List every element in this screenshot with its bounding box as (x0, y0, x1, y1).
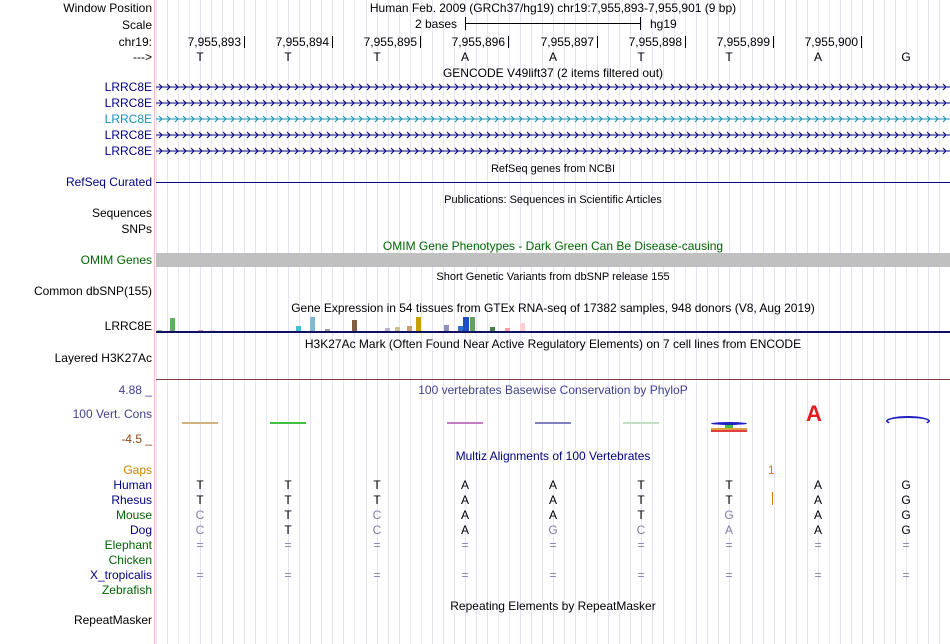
phylop-score-mark[interactable] (270, 422, 306, 424)
gridline (343, 0, 344, 644)
gridline (299, 0, 300, 644)
repeatmasker-track-label[interactable]: RepeatMasker (73, 613, 152, 627)
multiz-base: T (637, 493, 645, 507)
gencode-gene-model[interactable] (156, 130, 950, 140)
multiz-base: = (814, 538, 822, 552)
multiz-base: = (196, 568, 204, 582)
multiz-base: A (548, 508, 557, 522)
multiz-species-label[interactable]: Zebrafish (101, 583, 152, 597)
dna-base: T (373, 50, 381, 64)
gtex-tissue-bar[interactable] (470, 317, 475, 331)
multiz-gap-count: 1 (768, 463, 775, 477)
gridline (321, 0, 322, 644)
gridline (696, 0, 697, 644)
multiz-base: = (549, 568, 557, 582)
gridline (829, 0, 830, 644)
multiz-species-label[interactable]: Elephant (104, 538, 152, 552)
gridline (255, 0, 256, 644)
multiz-base: T (725, 478, 733, 492)
omim-track-title[interactable]: OMIM Gene Phenotypes - Dark Green Can Be Disease-causing (382, 239, 724, 253)
publications-sequences-label[interactable]: Sequences (91, 206, 152, 220)
multiz-base: = (814, 568, 822, 582)
gridline (399, 0, 400, 644)
multiz-base: = (373, 538, 381, 552)
gridline (619, 0, 620, 644)
scale-db: hg19 (650, 17, 677, 31)
dna-base: A (548, 50, 557, 64)
ruler-tick (861, 36, 862, 48)
gtex-tissue-bar[interactable] (310, 317, 315, 331)
dbsnp-track-title[interactable]: Short Genetic Variants from dbSNP release 155 (436, 271, 670, 283)
chromosome-label: chr19: (118, 35, 152, 49)
gencode-gene-label[interactable]: LRRC8E (104, 144, 152, 158)
refseq-track-title[interactable]: RefSeq genes from NCBI (490, 163, 616, 175)
gridline (432, 0, 433, 644)
gencode-track-title[interactable]: GENCODE V49lift37 (2 items filtered out) (442, 66, 664, 80)
multiz-base: A (460, 493, 469, 507)
scale-label: Scale (121, 18, 152, 32)
window-position-value: Human Feb. 2009 (GRCh37/hg19) chr19:7,955,893-7,955,901 (9 bp) (369, 1, 737, 15)
multiz-base: A (813, 508, 822, 522)
multiz-base: C (372, 523, 382, 537)
multiz-species-label[interactable]: Chicken (108, 553, 152, 567)
window-position-label: Window Position (63, 1, 152, 15)
gridline (244, 0, 245, 644)
multiz-base: C (195, 508, 205, 522)
dna-base: T (284, 50, 292, 64)
gridline (564, 0, 565, 644)
gridline (707, 0, 708, 644)
multiz-track-title[interactable]: Multiz Alignments of 100 Vertebrates (455, 449, 651, 463)
gridline (266, 0, 267, 644)
gridline (608, 0, 609, 644)
multiz-base: C (636, 523, 646, 537)
gridline (332, 0, 333, 644)
ruler-tick (508, 36, 509, 48)
multiz-base: A (813, 478, 822, 492)
gridline (443, 0, 444, 644)
h3k27ac-track-title[interactable]: H3K27Ac Mark (Often Found Near Active Regulatory Elements) on 7 cell lines from ENCODE (304, 337, 802, 351)
multiz-base: T (637, 508, 645, 522)
gridline (597, 0, 598, 644)
multiz-species-label[interactable]: Dog (129, 523, 152, 537)
multiz-base: A (813, 523, 822, 537)
gridline (498, 0, 499, 644)
phylop-track-label[interactable]: 100 Vert. Cons (72, 407, 152, 421)
multiz-base: T (196, 493, 204, 507)
gridline (862, 0, 863, 644)
phylop-score-mark[interactable] (182, 422, 218, 424)
ruler-tick (420, 36, 421, 48)
gridline (785, 0, 786, 644)
gencode-gene-label[interactable]: LRRC8E (104, 80, 152, 94)
gridline (531, 0, 532, 644)
multiz-base: A (460, 478, 469, 492)
multiz-base: G (901, 493, 911, 507)
gridline (233, 0, 234, 644)
gridline (674, 0, 675, 644)
repeatmasker-track-title[interactable]: Repeating Elements by RepeatMasker (450, 599, 656, 613)
multiz-base: = (902, 568, 910, 582)
multiz-base: A (548, 478, 557, 492)
ruler-coordinate: 7,955,895 (363, 35, 417, 49)
gridline (652, 0, 653, 644)
gridline (476, 0, 477, 644)
dna-base: A (813, 50, 822, 64)
strand-label: ---> (133, 50, 152, 64)
phylop-min-label: -4.5 _ (121, 432, 152, 446)
multiz-base: T (373, 493, 381, 507)
ruler-tick (244, 36, 245, 48)
publications-track-title[interactable]: Publications: Sequences in Scientific Articles (444, 194, 662, 206)
gridline (509, 0, 510, 644)
gridline (222, 0, 223, 644)
dna-base: T (196, 50, 204, 64)
phylop-max-label: 4.88 _ (118, 383, 152, 397)
label-column-separator (154, 0, 155, 644)
gridline (840, 0, 841, 644)
phylop-score-mark[interactable] (535, 422, 571, 424)
ruler-tick (332, 36, 333, 48)
gtex-tissue-bar[interactable] (416, 317, 421, 331)
gencode-gene-model[interactable] (156, 98, 950, 108)
multiz-base: A (460, 508, 469, 522)
multiz-base: A (813, 493, 822, 507)
h3k27ac-track-label[interactable]: Layered H3K27Ac (54, 351, 152, 365)
gridline (873, 0, 874, 644)
multiz-base: T (637, 478, 645, 492)
gtex-baseline (156, 331, 950, 333)
gridline (740, 0, 741, 644)
gridline (917, 0, 918, 644)
ruler-tick (773, 36, 774, 48)
ruler-coordinate: 7,955,897 (540, 35, 594, 49)
multiz-base: A (548, 493, 557, 507)
gridline (211, 0, 212, 644)
multiz-base: T (284, 523, 292, 537)
gencode-gene-label[interactable]: LRRC8E (104, 128, 152, 142)
gridline (178, 0, 179, 644)
gtex-track-title[interactable]: Gene Expression in 54 tissues from GTEx RNA-seq of 17382 samples, 948 donors (V8, Aug 2019) (291, 301, 815, 315)
multiz-base: = (284, 538, 292, 552)
h3k27ac-baseline (156, 379, 950, 380)
gridline (663, 0, 664, 644)
multiz-base: = (725, 568, 733, 582)
multiz-base: T (725, 493, 733, 507)
multiz-species-label[interactable]: Human (113, 478, 152, 492)
publications-snps-label[interactable]: SNPs (121, 222, 152, 236)
ruler-coordinate: 7,955,900 (804, 35, 858, 49)
multiz-base: = (902, 538, 910, 552)
gtex-tissue-bar[interactable] (520, 323, 525, 331)
phylop-letter-a[interactable]: A (806, 401, 822, 426)
omim-gene-bar[interactable] (156, 253, 950, 267)
multiz-base: = (637, 568, 645, 582)
ruler-coordinate: 7,955,896 (451, 35, 505, 49)
scale-text: 2 bases (415, 17, 458, 31)
phylop-track-title[interactable]: 100 vertebrates Basewise Conservation by PhyloP (418, 383, 688, 397)
scale-bar-left-tick (465, 17, 466, 30)
dna-base: G (901, 50, 911, 64)
multiz-base: = (461, 568, 469, 582)
scale-bar (465, 23, 641, 24)
multiz-base: = (196, 538, 204, 552)
multiz-base: = (373, 568, 381, 582)
gtex-tissue-bar[interactable] (352, 320, 357, 331)
gridline (884, 0, 885, 644)
multiz-gap-marker (772, 492, 773, 505)
gridline (410, 0, 411, 644)
multiz-base: T (373, 478, 381, 492)
multiz-base: T (284, 508, 292, 522)
dna-base: T (637, 50, 645, 64)
gtex-track-label[interactable]: LRRC8E (104, 319, 152, 333)
dna-base: T (725, 50, 733, 64)
gridline (575, 0, 576, 644)
gencode-gene-label[interactable]: LRRC8E (104, 96, 152, 110)
multiz-base: C (372, 508, 382, 522)
multiz-base: A (460, 523, 469, 537)
phylop-score-mark[interactable] (447, 422, 483, 424)
ruler-coordinate: 7,955,894 (275, 35, 329, 49)
gencode-gene-model[interactable] (156, 82, 950, 92)
ruler-tick (685, 36, 686, 48)
gridline (167, 0, 168, 644)
multiz-base: G (901, 478, 911, 492)
gtex-tissue-bar[interactable] (463, 317, 469, 331)
gridline (156, 0, 157, 644)
gencode-gene-model[interactable] (156, 114, 950, 124)
gridline (939, 0, 940, 644)
multiz-species-label[interactable]: X_tropicalis (89, 568, 152, 582)
refseq-track-label[interactable]: RefSeq Curated (65, 175, 152, 189)
scale-bar-right-tick (640, 17, 641, 30)
gridline (763, 0, 764, 644)
multiz-gaps-label[interactable]: Gaps (123, 463, 152, 477)
gencode-gene-label[interactable]: LRRC8E (104, 112, 152, 126)
gridline (421, 0, 422, 644)
omim-track-label[interactable]: OMIM Genes (80, 253, 152, 267)
phylop-letter-g[interactable] (886, 416, 930, 426)
multiz-species-label[interactable]: Rhesus (111, 493, 152, 507)
phylop-stack[interactable] (711, 422, 747, 434)
phylop-score-mark[interactable] (623, 422, 659, 424)
ruler-coordinate: 7,955,898 (628, 35, 682, 49)
ruler-tick (597, 36, 598, 48)
multiz-base: T (284, 478, 292, 492)
multiz-base: = (549, 538, 557, 552)
gencode-gene-model[interactable] (156, 146, 950, 156)
gtex-tissue-bar[interactable] (170, 318, 175, 331)
multiz-species-label[interactable]: Mouse (115, 508, 152, 522)
gridline (520, 0, 521, 644)
multiz-base: G (724, 508, 734, 522)
ruler-coordinate: 7,955,893 (187, 35, 241, 49)
gridline (752, 0, 753, 644)
gridline (774, 0, 775, 644)
multiz-base: T (196, 478, 204, 492)
gridline (586, 0, 587, 644)
ruler-coordinate: 7,955,899 (716, 35, 770, 49)
refseq-gene-line[interactable] (156, 182, 950, 183)
multiz-base: G (548, 523, 558, 537)
gridline (487, 0, 488, 644)
multiz-base: = (461, 538, 469, 552)
dna-base: A (460, 50, 469, 64)
gridline (388, 0, 389, 644)
multiz-base: = (284, 568, 292, 582)
gridline (851, 0, 852, 644)
multiz-base: G (901, 508, 911, 522)
multiz-base: = (637, 538, 645, 552)
multiz-base: = (725, 538, 733, 552)
multiz-base: A (724, 523, 733, 537)
multiz-base: G (901, 523, 911, 537)
multiz-base: T (284, 493, 292, 507)
dbsnp-track-label[interactable]: Common dbSNP(155) (33, 284, 152, 298)
gridline (928, 0, 929, 644)
gridline (685, 0, 686, 644)
multiz-base: C (195, 523, 205, 537)
gridline (796, 0, 797, 644)
